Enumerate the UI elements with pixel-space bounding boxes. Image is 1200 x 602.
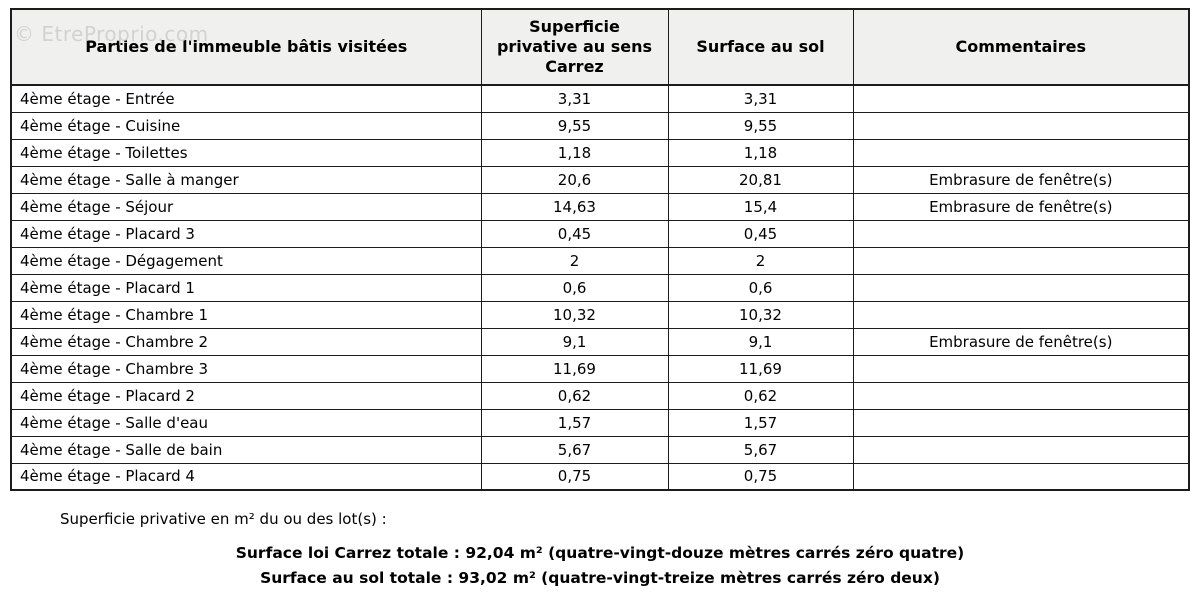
cell-partie: 4ème étage - Salle à manger [11,166,481,193]
cell-carrez: 2 [481,247,668,274]
cell-commentaire [853,382,1189,409]
cell-partie: 4ème étage - Placard 1 [11,274,481,301]
cell-commentaire [853,436,1189,463]
cell-carrez: 14,63 [481,193,668,220]
cell-commentaire [853,463,1189,490]
cell-carrez: 9,1 [481,328,668,355]
cell-commentaire [853,139,1189,166]
cell-carrez: 5,67 [481,436,668,463]
table-row [11,409,1189,436]
cell-partie: 4ème étage - Toilettes [11,139,481,166]
totals-block [0,541,1200,591]
cell-commentaire [853,355,1189,382]
cell-commentaire [853,247,1189,274]
cell-surface-sol: 3,31 [668,85,853,112]
table-header [11,9,1189,85]
cell-commentaire [853,220,1189,247]
header-commentaires: Commentaires [853,9,1189,85]
table-row [11,463,1189,490]
cell-commentaire: Embrasure de fenêtre(s) [853,193,1189,220]
cell-carrez: 0,75 [481,463,668,490]
cell-surface-sol: 0,62 [668,382,853,409]
cell-partie: 4ème étage - Chambre 3 [11,355,481,382]
header-row [11,9,1189,85]
table-row [11,355,1189,382]
cell-surface-sol: 10,32 [668,301,853,328]
cell-partie: 4ème étage - Placard 4 [11,463,481,490]
cell-carrez: 1,18 [481,139,668,166]
table-row [11,193,1189,220]
cell-carrez: 11,69 [481,355,668,382]
cell-partie: 4ème étage - Dégagement [11,247,481,274]
cell-surface-sol: 1,57 [668,409,853,436]
cell-partie: 4ème étage - Entrée [11,85,481,112]
cell-surface-sol: 15,4 [668,193,853,220]
cell-surface-sol: 20,81 [668,166,853,193]
cell-partie: 4ème étage - Chambre 1 [11,301,481,328]
cell-carrez: 0,45 [481,220,668,247]
cell-commentaire [853,274,1189,301]
total-sol-line: Surface au sol totale : 93,02 m² (quatre-vingt-treize mètres carrés zéro deux) [260,569,940,587]
cell-partie: 4ème étage - Séjour [11,193,481,220]
cell-commentaire: Embrasure de fenêtre(s) [853,328,1189,355]
cell-carrez: 3,31 [481,85,668,112]
cell-surface-sol: 0,75 [668,463,853,490]
table-row [11,382,1189,409]
cell-surface-sol: 9,55 [668,112,853,139]
footer-note: Superficie privative en m² du ou des lot(s) : [60,510,387,528]
cell-carrez: 20,6 [481,166,668,193]
table-row [11,139,1189,166]
watermark: © EtreProprio.com [14,22,209,46]
table-body [11,85,1189,490]
cell-carrez: 1,57 [481,409,668,436]
cell-surface-sol: 1,18 [668,139,853,166]
measurements-table [10,8,1190,491]
cell-partie: 4ème étage - Salle d'eau [11,409,481,436]
cell-commentaire: Embrasure de fenêtre(s) [853,166,1189,193]
table-row [11,436,1189,463]
header-parties: Parties de l'immeuble bâtis visitées [11,9,481,85]
table-row [11,112,1189,139]
cell-partie: 4ème étage - Chambre 2 [11,328,481,355]
table-row [11,274,1189,301]
cell-commentaire [853,409,1189,436]
cell-carrez: 0,6 [481,274,668,301]
header-surface-sol: Surface au sol [668,9,853,85]
table-row [11,166,1189,193]
table-row [11,247,1189,274]
cell-partie: 4ème étage - Placard 3 [11,220,481,247]
table-row [11,85,1189,112]
cell-surface-sol: 11,69 [668,355,853,382]
cell-surface-sol: 9,1 [668,328,853,355]
table-row [11,220,1189,247]
cell-surface-sol: 0,45 [668,220,853,247]
total-carrez-line: Surface loi Carrez totale : 92,04 m² (quatre-vingt-douze mètres carrés zéro quatre) [235,544,965,562]
cell-surface-sol: 0,6 [668,274,853,301]
cell-surface-sol: 5,67 [668,436,853,463]
cell-commentaire [853,112,1189,139]
cell-carrez: 9,55 [481,112,668,139]
cell-partie: 4ème étage - Salle de bain [11,436,481,463]
cell-surface-sol: 2 [668,247,853,274]
table-row [11,328,1189,355]
cell-commentaire [853,85,1189,112]
cell-partie: 4ème étage - Cuisine [11,112,481,139]
cell-carrez: 0,62 [481,382,668,409]
cell-partie: 4ème étage - Placard 2 [11,382,481,409]
header-superficie-carrez: Superficie privative au sens Carrez [481,9,668,85]
cell-commentaire [853,301,1189,328]
table-row [11,301,1189,328]
cell-carrez: 10,32 [481,301,668,328]
